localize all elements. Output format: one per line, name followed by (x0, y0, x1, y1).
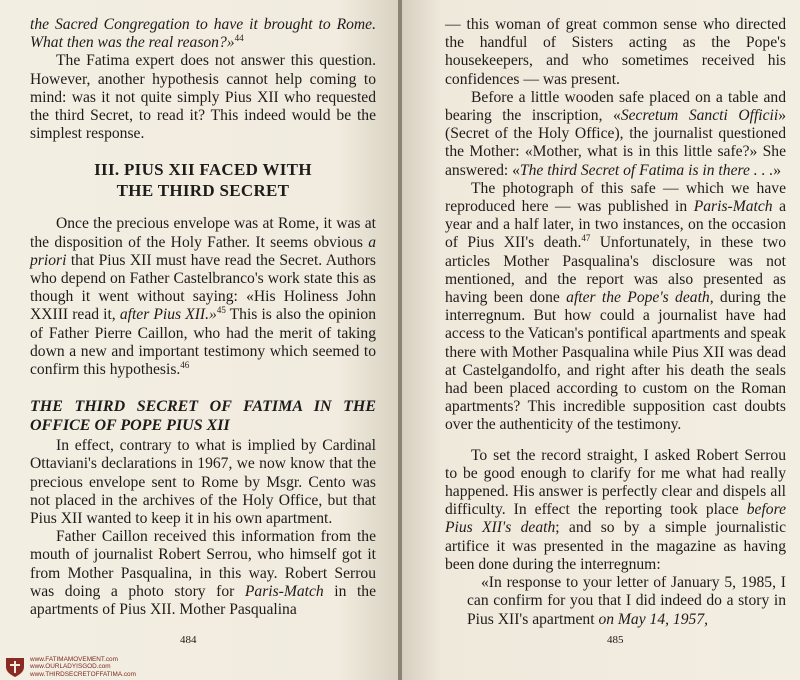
footnote-ref-46: 46 (180, 359, 190, 370)
watermark-line-3: www.THIRDSECRETOFFATIMA.com (30, 670, 136, 678)
paragraph-spacer (445, 435, 786, 447)
right-paragraph-1: Before a little wooden safe placed on a table and bearing the inscription, «Secretum Sancti Officii» (Secret of the Holy Office), the journalist questioned the Mother: «Mother, what is in this little safe?» She answered: «The third Secret of Fatima is in there . . .» (445, 88, 786, 179)
page-number-right: 485 (607, 634, 624, 646)
left-paragraph-2: Once the precious envelope was at Rome, it was at the disposition of the Holy Father. It seems obvious a priori that Pius XII must have read the Secret. Authors who depend on Father Castelbranco's work state this as though it went without saying: «His Holiness John XXIII read it, after Pius XII.»$^{45}$ This is also the opinion of Father Pierre Caillon, who had the merit of taking down a new and important testimony which seemed to confirm this hypothesis.$^{46}$ (30, 215, 376, 379)
watermark-line-1: www.FATIMAMOVEMENT.com (30, 655, 118, 663)
footnote-ref-47: 47 (581, 233, 591, 244)
footnote-ref-44: 44 (234, 33, 244, 44)
left-paragraph-4: Father Caillon received this information from the mouth of journalist Robert Serrou, who himself got it from Mother Pasqualina, in this way. Robert Serrou was doing a photo story for Paris-Match in the apartments of Pius XII. Mother Pasqualina (30, 528, 376, 619)
right-continued-text: — this woman of great common sense who directed the handful of Sisters acting as the Pope's housekeepers, and who sometimes received his confidences — was present. (445, 16, 786, 88)
watermark-line-2: www.OURLADYISGOD.com (30, 663, 111, 671)
left-continued-text: the Sacred Congregation to have it brought to Rome. What then was the real reason?»$^{44}$ (30, 16, 376, 52)
footnote-ref-45: 45 (216, 305, 226, 316)
page-number-left: 484 (180, 634, 197, 646)
subsection-title: THE THIRD SECRET OF FATIMA IN THE OFFICE OF POPE PIUS XII (30, 398, 376, 435)
watermark (4, 656, 136, 678)
right-paragraph-2: The photograph of this safe — which we have reproduced here — was published in Paris-Match a year and a half later, in two instances, on the occasion of Pius XII's death.$^{47}$ Unfortunately, in these two articles Mother Pasqualina's disclosure was not mentioned, and the report was also presented as having been done after the Pope's death, during the interregnum. But how could a journalist have had access to the Vatican's pontifical apartments and speak there with Mother Pasqualina while Pius XII was dead at Castelgandolfo, and right after his death the seals had been placed according to custom on the Roman apartments? This incredible supposition cast doubts over the authenticity of the testimony. (445, 179, 787, 434)
right-page (402, 0, 800, 680)
right-paragraph-3: To set the record straight, I asked Robert Serrou to be good enough to clarify for me what had really happened. His answer is perfectly clear and dispels all difficulty. In effect the reporting took place before Pius XII's death; and so by a simple journalistic artifice it was presented in the magazine as having been done during the interregnum: (445, 446, 787, 573)
section-title: III. PIUS XII FACED WITH THE THIRD SECRET (94, 160, 312, 201)
left-paragraph-1: The Fatima expert does not answer this question. However, another hypothesis cannot help coming to mind: was it not quite simply Pius XII who requested the third Secret, to read it? This indeed would be the simplest response. (30, 52, 376, 143)
shield-icon (4, 656, 26, 678)
right-text-column (445, 16, 786, 629)
left-paragraph-3: In effect, contrary to what is implied by Cardinal Ottaviani's declarations in 1967, we now know that the precious envelope sent to Rome by Msgr. Cento was not placed in the archives of the Holy Office, but that Pius XII wanted to keep it in his own apartment. (30, 437, 376, 528)
left-page (0, 0, 398, 680)
left-text-column (30, 16, 376, 619)
letter-quote: «In response to your letter of January 5, 1985, I can confirm for you that I did indeed do a story in Pius XII's apartment on May 14, 1957, (467, 574, 786, 628)
